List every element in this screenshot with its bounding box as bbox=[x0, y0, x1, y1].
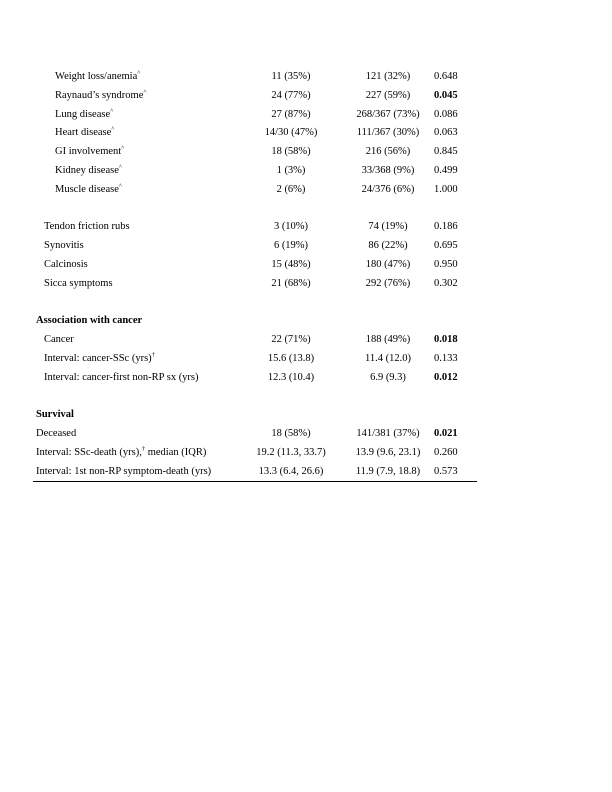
row-label: Kidney disease^ bbox=[55, 163, 122, 176]
table-row bbox=[33, 124, 477, 143]
cell-group2: 33/368 (9%) bbox=[361, 164, 415, 176]
table-row bbox=[33, 237, 477, 256]
row-label: Raynaud’s syndrome^ bbox=[55, 88, 147, 101]
cell-group2: 11.9 (7.9, 18.8) bbox=[355, 465, 421, 477]
table-row bbox=[33, 143, 477, 162]
cell-p-value: 0.018 bbox=[434, 334, 458, 346]
cell-group1: 24 (77%) bbox=[271, 89, 311, 101]
cell-group1: 11 (35%) bbox=[271, 71, 311, 82]
cell-group2: 6.9 (9.3) bbox=[370, 371, 406, 383]
table-row bbox=[33, 425, 477, 444]
cell-group1: 21 (68%) bbox=[271, 277, 311, 289]
cell-p-value: 0.573 bbox=[434, 465, 458, 477]
cell-group1: 13.3 (6.4, 26.6) bbox=[258, 465, 324, 477]
cell-group1: 3 (10%) bbox=[273, 221, 309, 233]
row-label: Interval: cancer-SSc (yrs)† bbox=[44, 351, 155, 364]
cell-p-value: 0.045 bbox=[434, 89, 458, 101]
cell-group1: 1 (3%) bbox=[276, 164, 306, 176]
cell-group2: 11.4 (12.0) bbox=[365, 352, 411, 364]
row-label: Interval: cancer-first non-RP sx (yrs) bbox=[44, 371, 199, 383]
cell-p-value: 0.950 bbox=[434, 258, 458, 270]
cell-group2: 86 (22%) bbox=[368, 240, 408, 252]
cell-p-value: 0.012 bbox=[434, 371, 458, 383]
cell-p-value: 0.845 bbox=[434, 146, 458, 158]
section-heading bbox=[33, 406, 477, 425]
cell-group1: 19.2 (11.3, 33.7) bbox=[256, 446, 326, 458]
cell-group2: 216 (56%) bbox=[365, 146, 411, 158]
table-row bbox=[33, 87, 477, 106]
cell-group1: 18 (58%) bbox=[271, 428, 311, 440]
cell-group2: 74 (19%) bbox=[368, 221, 408, 233]
table-row bbox=[33, 162, 477, 181]
row-label: Interval: SSc-death (yrs),† median (IQR) bbox=[36, 445, 207, 458]
cell-group2: 188 (49%) bbox=[365, 334, 411, 346]
table-row bbox=[33, 350, 477, 369]
table-row bbox=[33, 463, 477, 482]
table-row bbox=[33, 68, 477, 87]
cell-p-value: 0.499 bbox=[434, 164, 458, 176]
row-label: Deceased bbox=[36, 428, 77, 440]
row-label: GI involvement^ bbox=[55, 144, 125, 158]
table-row bbox=[33, 444, 477, 463]
cell-group1: 18 (58%) bbox=[271, 146, 311, 158]
cell-group2: 141/381 (37%) bbox=[356, 428, 420, 440]
row-label: Sicca symptoms bbox=[44, 277, 113, 289]
cell-p-value: 0.302 bbox=[434, 277, 458, 289]
row-label: Lung disease^ bbox=[55, 107, 114, 120]
row-label: Weight loss/anemia^ bbox=[55, 69, 141, 82]
cell-p-value: 0.648 bbox=[434, 71, 458, 82]
table-bottom-rule bbox=[33, 481, 477, 482]
cell-group2: 227 (59%) bbox=[365, 89, 411, 101]
cell-p-value: 0.063 bbox=[434, 127, 458, 139]
row-label: Cancer bbox=[44, 334, 74, 346]
section-heading-label: Association with cancer bbox=[36, 315, 143, 327]
row-label: Muscle disease^ bbox=[55, 182, 122, 195]
cell-group1: 15 (48%) bbox=[271, 258, 311, 270]
cell-group2: 180 (47%) bbox=[365, 258, 411, 270]
row-spacer bbox=[33, 200, 477, 219]
cell-group2: 111/367 (30%) bbox=[356, 127, 420, 139]
cell-group2: 268/367 (73%) bbox=[356, 108, 420, 120]
cell-p-value: 0.186 bbox=[434, 221, 458, 233]
cell-p-value: 0.695 bbox=[434, 240, 458, 252]
cell-p-value: 0.021 bbox=[434, 428, 458, 440]
section-heading-label: Survival bbox=[36, 409, 74, 421]
row-label: Synovitis bbox=[44, 240, 84, 252]
cell-group1: 2 (6%) bbox=[276, 183, 306, 195]
cell-group2: 13.9 (9.6, 23.1) bbox=[355, 446, 421, 458]
table-row bbox=[33, 256, 477, 275]
row-label: Calcinosis bbox=[44, 258, 88, 270]
table-row bbox=[33, 331, 477, 350]
row-label: Interval: 1st non-RP symptom-death (yrs) bbox=[36, 465, 212, 477]
row-label: Tendon friction rubs bbox=[44, 221, 130, 233]
table-row bbox=[33, 369, 477, 388]
table-row bbox=[33, 181, 477, 200]
cell-group1: 15.6 (13.8) bbox=[267, 352, 315, 364]
cell-p-value: 0.133 bbox=[434, 352, 458, 364]
section-heading bbox=[33, 312, 477, 331]
cell-group1: 12.3 (10.4) bbox=[267, 371, 315, 383]
table-row bbox=[33, 275, 477, 294]
cell-group2: 292 (76%) bbox=[365, 277, 411, 289]
table-row bbox=[33, 218, 477, 237]
cell-group1: 14/30 (47%) bbox=[264, 127, 318, 139]
cell-group2: 24/376 (6%) bbox=[361, 183, 415, 195]
table-row bbox=[33, 106, 477, 125]
results-table bbox=[33, 68, 477, 482]
cell-group1: 6 (19%) bbox=[273, 240, 309, 252]
cell-group1: 27 (87%) bbox=[271, 108, 311, 120]
row-label: Heart disease^ bbox=[55, 125, 115, 139]
cell-p-value: 0.260 bbox=[434, 446, 458, 458]
cell-group2: 121 (32%) bbox=[365, 71, 411, 82]
row-spacer bbox=[33, 294, 477, 313]
cell-p-value: 0.086 bbox=[434, 108, 458, 120]
cell-p-value: 1.000 bbox=[434, 183, 458, 195]
row-spacer bbox=[33, 388, 477, 407]
cell-group1: 22 (71%) bbox=[271, 334, 311, 346]
